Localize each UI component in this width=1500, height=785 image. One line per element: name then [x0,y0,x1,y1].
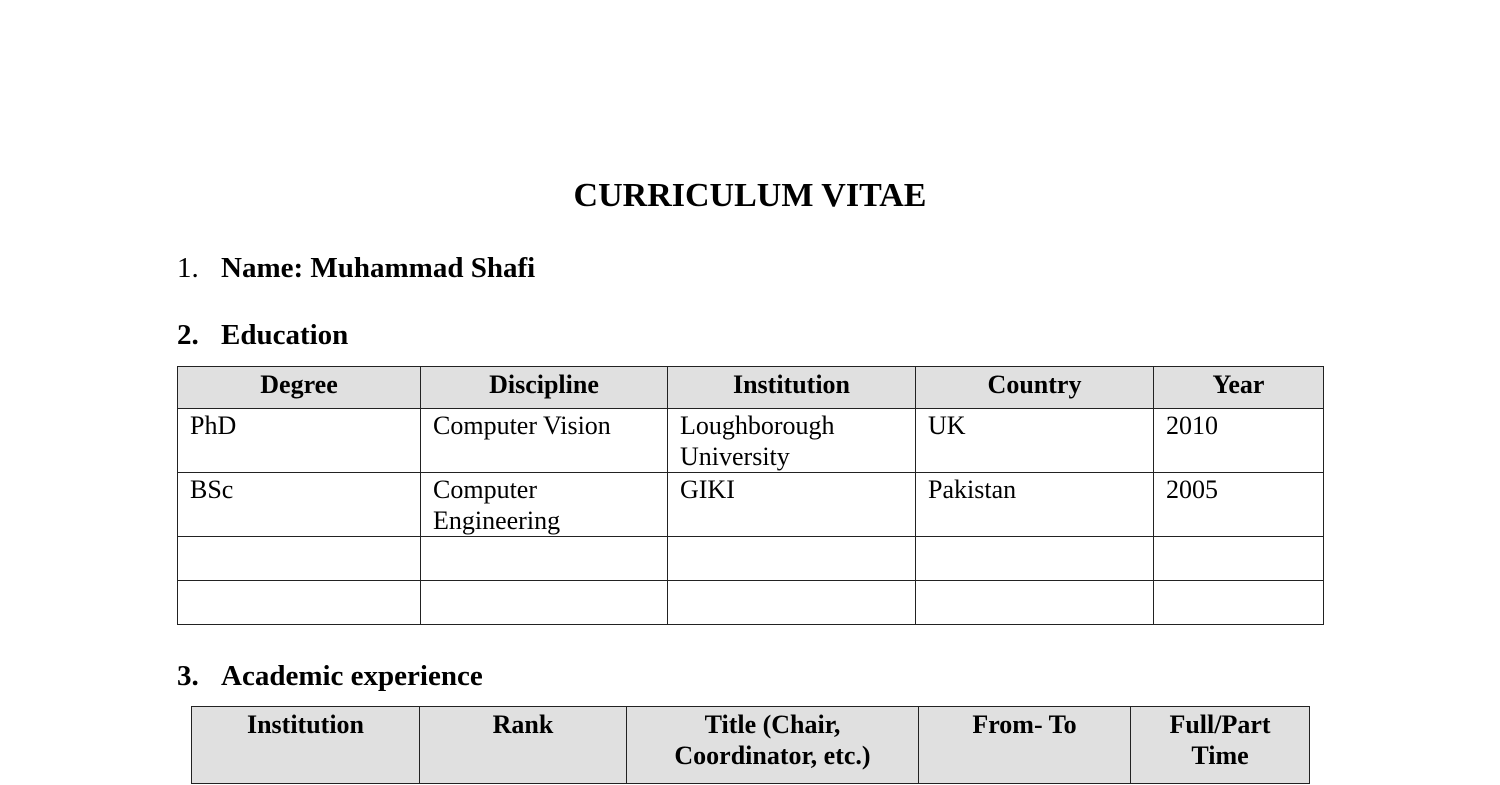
cell-empty [916,537,1154,581]
table-header-row [178,367,1324,409]
section-number: 3. [177,660,199,692]
cell-institution: Loughborough University [668,409,916,473]
name-label: Name: Muhammad Shafi [221,252,536,284]
cell-empty [178,537,421,581]
section-number: 2. [177,319,199,351]
header-rank: Rank [420,707,627,784]
cell-discipline: Computer Vision [421,409,668,473]
cell-year: 2005 [1154,473,1324,537]
education-heading [177,318,348,352]
header-year: Year [1154,367,1324,409]
header-title: Title (Chair, Coordinator, etc.) [627,707,919,784]
section-number: 1. [177,252,199,284]
academic-heading [177,659,483,693]
cell-empty [178,581,421,625]
header-institution: Institution [192,707,420,784]
education-label: Education [221,319,349,351]
cell-empty [421,581,668,625]
academic-label: Academic experience [221,660,483,692]
cell-empty [1154,537,1324,581]
table-header-row [192,707,1310,784]
table-row-empty [178,581,1324,625]
cell-country: Pakistan [916,473,1154,537]
header-institution: Institution [668,367,916,409]
header-full-part-time: Full/Part Time [1131,707,1310,784]
education-table [177,366,1324,625]
cell-year: 2010 [1154,409,1324,473]
cell-empty [668,581,916,625]
table-row [178,409,1324,473]
cell-discipline: Computer Engineering [421,473,668,537]
header-from-to: From- To [919,707,1131,784]
cell-degree: PhD [178,409,421,473]
cell-country: UK [916,409,1154,473]
name-heading [177,251,535,285]
academic-table [191,706,1310,784]
table-row [178,473,1324,537]
cell-empty [668,537,916,581]
cell-empty [1154,581,1324,625]
table-row-empty [178,537,1324,581]
page-title: CURRICULUM VITAE [573,177,927,214]
cell-empty [421,537,668,581]
cell-empty [916,581,1154,625]
cell-institution: GIKI [668,473,916,537]
header-country: Country [916,367,1154,409]
header-discipline: Discipline [421,367,668,409]
header-degree: Degree [178,367,421,409]
cell-degree: BSc [178,473,421,537]
